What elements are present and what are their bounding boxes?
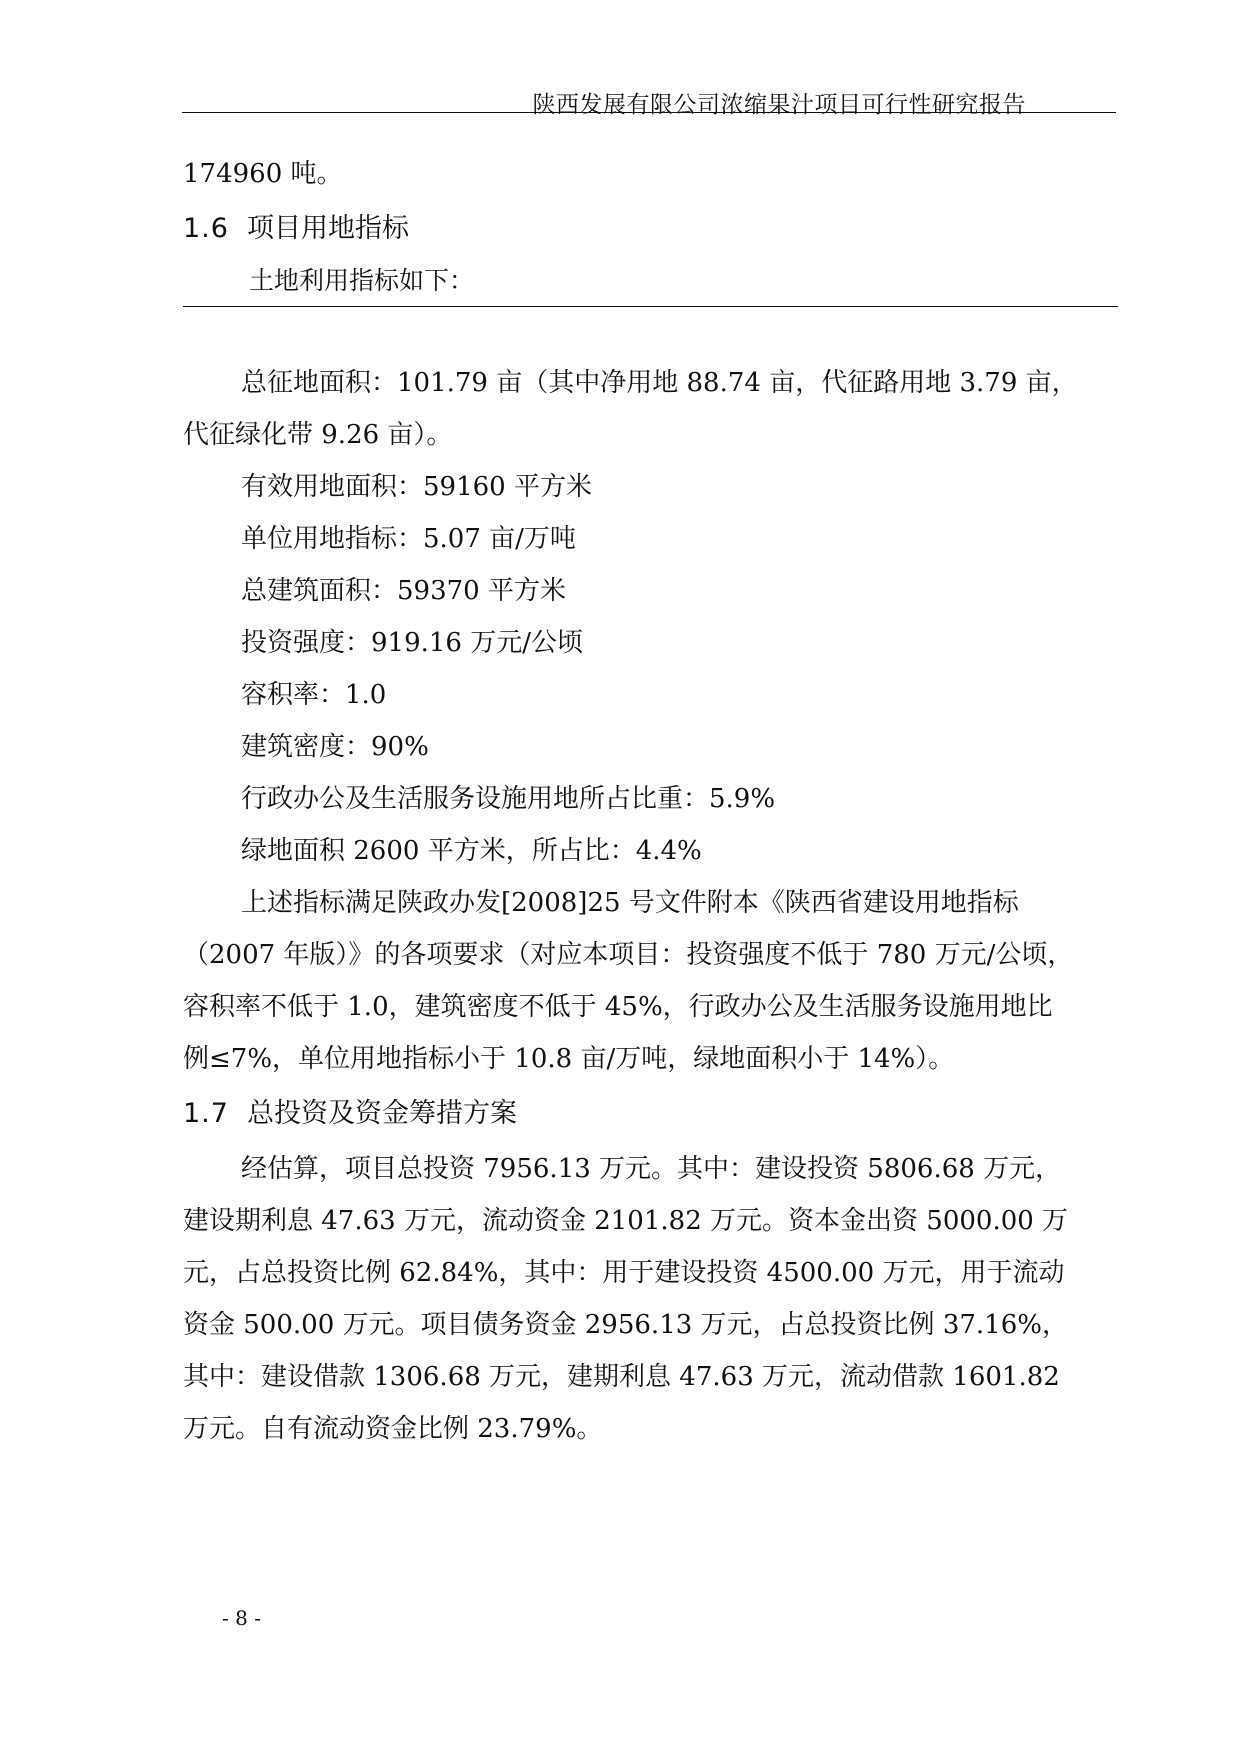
section-heading-1-6: [183, 200, 1118, 258]
page-content: [183, 148, 1118, 1455]
land-use-subheading: 土地利用指标如下：: [249, 266, 475, 295]
land-metric-total-area-cont: 代征绿化带 9.26 亩）。: [183, 420, 453, 450]
land-metric-building-density: 建筑密度：90%: [241, 732, 429, 762]
land-metric-green-area: 绿地面积 2600 平方米，所占比：4.4%: [241, 836, 702, 866]
investment-line: 资金 500.00 万元。项目债务资金 2956.13 万元，占总投资比例 37.16%，: [183, 1310, 1068, 1340]
section-title: 总投资及资金筹措方案: [247, 1098, 517, 1129]
compliance-line: 上述指标满足陕政办发[2008]25 号文件附本《陕西省建设用地指标: [241, 888, 1019, 918]
investment-line: 经估算，项目总投资 7956.13 万元。其中：建设投资 5806.68 万元，: [241, 1154, 1062, 1184]
land-metric-plot-ratio: 容积率：1.0: [241, 680, 387, 710]
compliance-line: 容积率不低于 1.0，建筑密度不低于 45%，行政办公及生活服务设施用地比: [183, 992, 1053, 1022]
compliance-line: （2007 年版）》的各项要求（对应本项目：投资强度不低于 780 万元/公顷，: [183, 940, 1074, 970]
land-metric-office-share: 行政办公及生活服务设施用地所占比重：5.9%: [241, 784, 776, 814]
land-metric-effective-area: 有效用地面积：59160 平方米: [241, 472, 592, 502]
land-metric-building-area: 总建筑面积：59370 平方米: [241, 576, 566, 606]
page-number: - 8 -: [222, 1606, 261, 1630]
compliance-line: 例≤7%，单位用地指标小于 10.8 亩/万吨，绿地面积小于 14%）。: [183, 1044, 955, 1074]
section-heading-1-7: [183, 1085, 1118, 1143]
investment-line: 元，占总投资比例 62.84%，其中：用于建设投资 4500.00 万元，用于流动: [183, 1258, 1065, 1288]
section-number: 1.6: [183, 213, 229, 244]
section-title: 项目用地指标: [247, 213, 409, 244]
subheading-rule: [183, 306, 1118, 307]
continuation-text: 174960 吨。: [183, 159, 343, 189]
investment-line: 其中：建设借款 1306.68 万元，建期利息 47.63 万元，流动借款 1601.82: [183, 1362, 1060, 1392]
land-metric-investment-intensity: 投资强度：919.16 万元/公顷: [241, 628, 583, 658]
running-header-title: 陕西发展有限公司浓缩果汁项目可行性研究报告: [532, 92, 1026, 118]
investment-line: 建设期利息 47.63 万元，流动资金 2101.82 万元。资本金出资 5000.00 万: [183, 1206, 1069, 1236]
land-metric-unit-index: 单位用地指标：5.07 亩/万吨: [241, 524, 576, 554]
header-rule: [182, 112, 1116, 113]
investment-line: 万元。自有流动资金比例 23.79%。: [183, 1414, 603, 1444]
land-metric-total-area: 总征地面积：101.79 亩（其中净用地 88.74 亩，代征路用地 3.79 亩，: [241, 368, 1078, 398]
section-number: 1.7: [183, 1098, 229, 1129]
